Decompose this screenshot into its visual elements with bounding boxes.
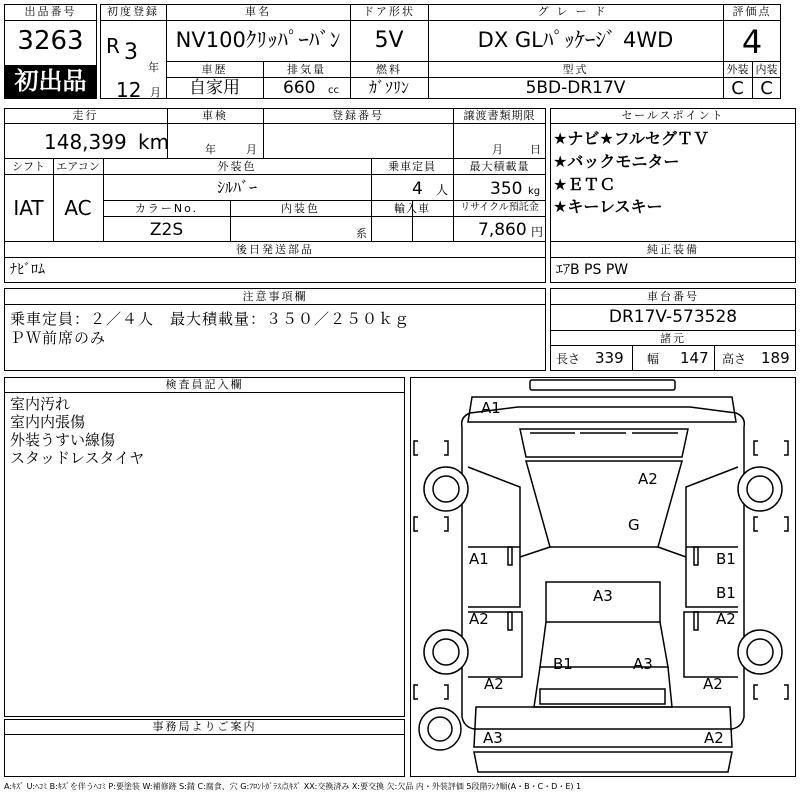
cc-unit: cc: [328, 85, 339, 96]
office-label: 事務局よりご案内: [152, 720, 257, 733]
score-label: 評価点: [732, 5, 772, 18]
grade-label: グレード: [537, 5, 614, 18]
shift: IAT: [13, 196, 44, 220]
inspector-note: 外装うすい線傷: [10, 431, 116, 449]
damage-mark: A2: [703, 675, 723, 693]
mileage-label: 走行: [72, 109, 99, 122]
transfer-label: 譲渡書類期限: [463, 109, 536, 122]
inspector-label: 検査員記入欄: [165, 378, 244, 391]
genuine-label: 純正装備: [647, 243, 699, 256]
reg-no-label: 登録番号: [332, 109, 384, 122]
first-reg-label: 初度登録: [107, 5, 159, 18]
damage-mark: A3: [593, 587, 613, 605]
max-load-label: 最大積載量: [469, 160, 530, 173]
lot-number: 3263: [17, 26, 84, 56]
grade: DX GLﾊﾟｯｹｰｼﾞ 4WD: [477, 28, 674, 52]
damage-mark: A2: [638, 470, 658, 488]
shift-label: シフト: [12, 160, 45, 173]
door-label: ドア形状: [363, 5, 415, 18]
capacity: 4: [412, 179, 423, 199]
color-no: Z2S: [149, 220, 184, 240]
exterior-score: C: [731, 78, 744, 99]
capacity-label: 乗車定員: [388, 160, 436, 173]
recycle-unit: 円: [531, 225, 544, 239]
damage-mark: A2: [716, 610, 736, 628]
damage-mark: B1: [716, 584, 736, 602]
fuel: ｶﾞｿﾘﾝ: [368, 78, 409, 97]
int-color-label: 内装色: [281, 202, 320, 215]
car-name: NV100ｸﾘｯﾊﾟｰﾊﾞﾝ: [175, 28, 341, 52]
month-unit: 月: [150, 86, 161, 99]
interior-label: 内装: [755, 63, 778, 76]
color-no-label: カラーNo.: [134, 202, 199, 215]
notes-line: 乗車定員：２／４人 最大積載量：３５０／２５０ｋｇ: [10, 310, 411, 328]
model-code-label: 型式: [562, 63, 589, 76]
inspection-year-unit: 年: [205, 143, 216, 156]
ext-color: ｼﾙﾊﾞｰ: [216, 178, 257, 197]
sales-point: ★バックモニター: [553, 152, 680, 171]
damage-mark: A2: [484, 675, 504, 693]
era: R: [106, 34, 120, 58]
notes-line: ＰＷ前席のみ: [10, 329, 107, 347]
max-load-unit: kg: [528, 186, 541, 197]
damage-mark: A2: [704, 729, 724, 747]
damage-mark: A1: [469, 550, 489, 568]
height-label: 高さ: [722, 352, 747, 366]
int-color-unit: 系: [356, 227, 367, 240]
damage-mark: A1: [481, 399, 501, 417]
height: 189: [761, 349, 790, 367]
exterior-label: 外装: [726, 63, 749, 76]
sales-point: ★ＥＴＣ: [553, 175, 616, 194]
car-name-label: 車名: [245, 5, 271, 18]
damage-mark: B1: [553, 655, 573, 673]
mileage-unit: km: [138, 130, 170, 154]
car-outline: [410, 377, 796, 777]
inspector-note: スタッドレスタイヤ: [10, 449, 145, 467]
import-label: 輸入車: [394, 202, 430, 215]
length: 339: [595, 349, 624, 367]
sales-point: ★キーレスキー: [553, 197, 663, 216]
later-parts: ﾅﾋﾞﾛﾑ: [10, 262, 45, 278]
damage-mark: G: [628, 516, 640, 534]
score: 4: [741, 23, 763, 61]
capacity-unit: 人: [436, 183, 449, 197]
history-label: 車歴: [201, 63, 228, 76]
chassis-number: DR17V-573528: [608, 307, 738, 327]
month: 12: [116, 78, 142, 102]
history: 自家用: [189, 78, 240, 98]
genuine-equipment: ｴｱB PS PW: [556, 262, 629, 278]
damage-mark: B1: [716, 550, 736, 568]
lot-number-label: 出品番号: [24, 5, 77, 18]
mileage: 148,399: [44, 130, 127, 154]
aircon-label: エアコン: [56, 160, 100, 173]
specs-label: 諸元: [660, 332, 686, 345]
aircon: AC: [64, 196, 92, 220]
inspector-note: 室内内張傷: [10, 413, 86, 431]
first-sale-badge: 初出品: [5, 65, 96, 98]
sales-points-label: セールスポイント: [621, 109, 725, 122]
length-label: 長さ: [556, 352, 581, 366]
displacement-label: 排気量: [287, 63, 326, 76]
later-parts-box: [4, 258, 546, 283]
width: 147: [680, 349, 709, 367]
transfer-day-unit: 日: [530, 143, 541, 156]
inspection-month-unit: 月: [246, 143, 257, 156]
interior-score: C: [760, 78, 773, 99]
damage-mark: A3: [483, 729, 503, 747]
door-type: 5V: [374, 28, 404, 53]
sales-point: ★ナビ★フルセグＴＶ: [553, 129, 710, 148]
notes-label: 注意事項欄: [242, 290, 308, 303]
legend: A:ｷｽﾞ U:ﾍｺﾐ B:ｷｽﾞを伴うﾍｺﾐ P:要塗装 W:補修跡 S:錆 C:腐食、穴 G:ﾌﾛﾝﾄｶﾞﾗｽ点ｷｽﾞ XX:交換済み X:要交換 欠:欠品 内・外装評価 5段階ﾗﾝｸ順(A・B・C・D・E) 1: [4, 782, 582, 791]
damage-mark: A3: [633, 655, 653, 673]
inspection-label: 車検: [202, 109, 228, 122]
later-parts-label: 後日発送部品: [236, 243, 314, 256]
transfer-month-unit: 月: [492, 143, 503, 156]
year: 3: [124, 40, 138, 65]
model-code: 5BD-DR17V: [525, 78, 626, 98]
recycle-fee: 7,860: [478, 220, 527, 240]
recycle-label: リサイクル預託金: [460, 202, 539, 213]
fuel-label: 燃料: [376, 63, 402, 76]
damage-mark: A2: [469, 610, 489, 628]
width-label: 幅: [647, 352, 660, 366]
max-load: 350: [490, 179, 523, 199]
inspector-note: 室内汚れ: [10, 395, 71, 413]
ext-color-label: 外装色: [217, 160, 257, 173]
chassis-label: 車台番号: [647, 290, 699, 303]
displacement: 660: [283, 78, 316, 98]
year-unit: 年: [148, 61, 159, 74]
